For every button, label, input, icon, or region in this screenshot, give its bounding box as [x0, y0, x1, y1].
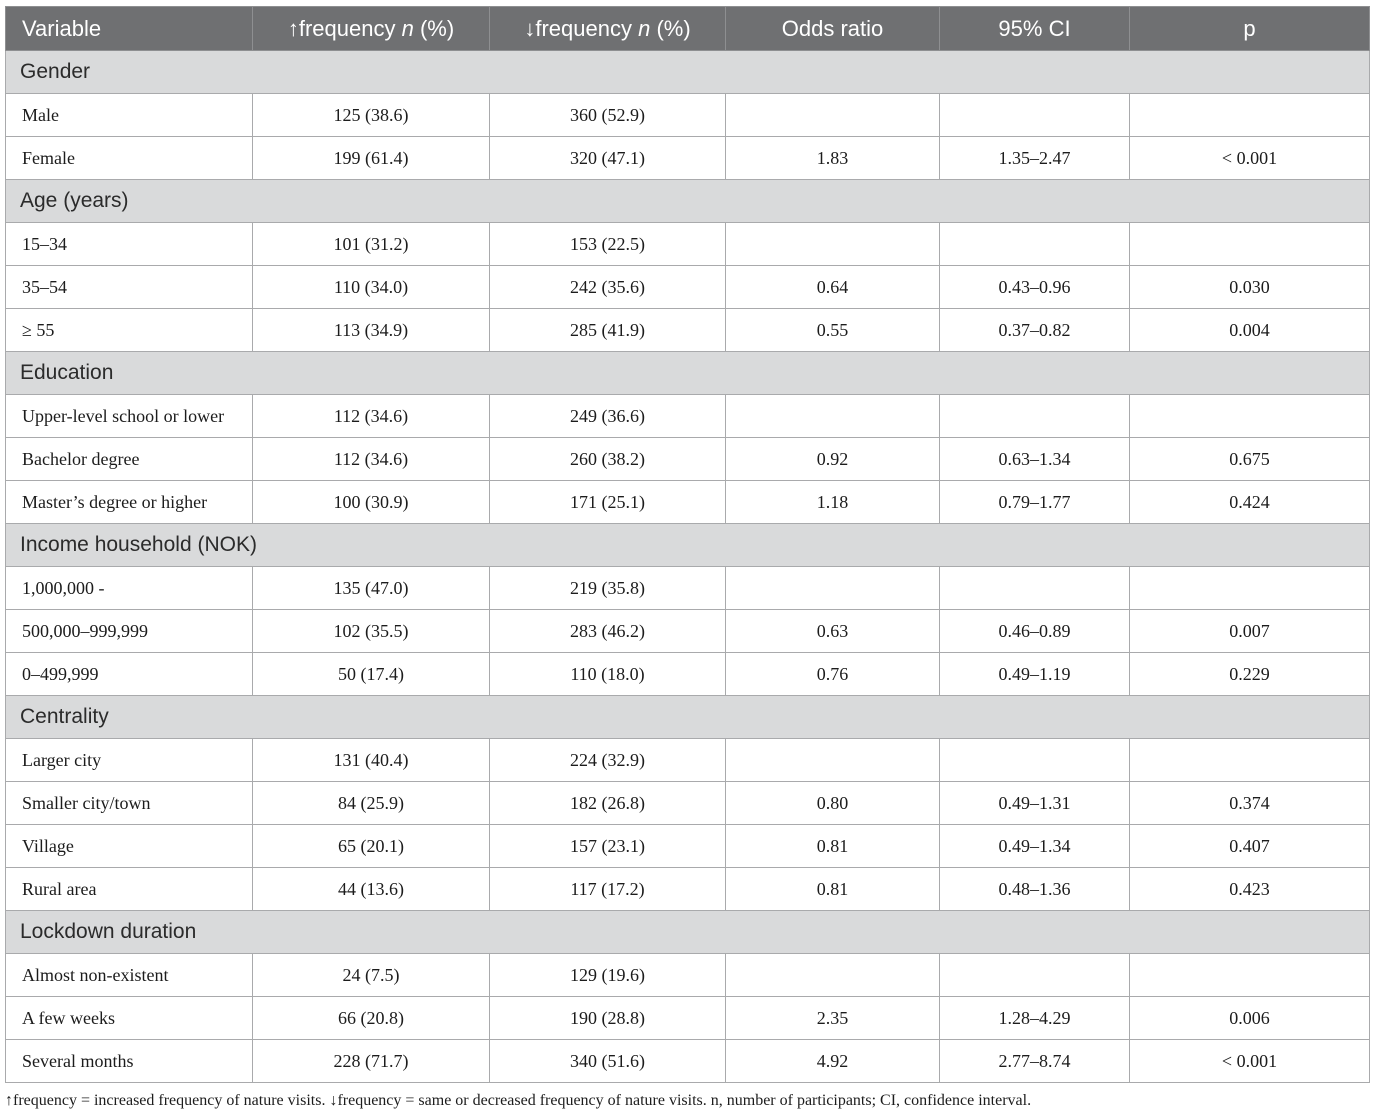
variable-label: Master’s degree or higher — [6, 481, 253, 524]
header-italic-n: n — [638, 15, 651, 41]
table-row — [6, 137, 1370, 180]
p-value: 0.004 — [1130, 309, 1370, 352]
header-row — [6, 7, 1370, 51]
p-value — [1130, 567, 1370, 610]
table-row — [6, 266, 1370, 309]
section-header-row — [6, 51, 1370, 94]
table-row — [6, 739, 1370, 782]
decreased-frequency-value: 360 (52.9) — [490, 94, 726, 137]
p-value: 0.030 — [1130, 266, 1370, 309]
decreased-frequency-value: 260 (38.2) — [490, 438, 726, 481]
variable-label: 500,000–999,999 — [6, 610, 253, 653]
variable-label: Several months — [6, 1040, 253, 1083]
confidence-interval-value: 0.49–1.34 — [940, 825, 1130, 868]
decreased-frequency-value: 153 (22.5) — [490, 223, 726, 266]
column-header-odds-ratio: Odds ratio — [726, 7, 940, 51]
decreased-frequency-value: 242 (35.6) — [490, 266, 726, 309]
p-value: < 0.001 — [1130, 137, 1370, 180]
p-value: 0.006 — [1130, 997, 1370, 1040]
variable-label: Bachelor degree — [6, 438, 253, 481]
variable-label: Larger city — [6, 739, 253, 782]
confidence-interval-value — [940, 395, 1130, 438]
variable-label: Upper-level school or lower — [6, 395, 253, 438]
increased-frequency-value: 112 (34.6) — [253, 395, 490, 438]
p-value — [1130, 954, 1370, 997]
confidence-interval-value: 0.48–1.36 — [940, 868, 1130, 911]
confidence-interval-value — [940, 94, 1130, 137]
odds-ratio-value: 2.35 — [726, 997, 940, 1040]
table-row — [6, 653, 1370, 696]
decreased-frequency-value: 182 (26.8) — [490, 782, 726, 825]
confidence-interval-value: 0.63–1.34 — [940, 438, 1130, 481]
variable-label: A few weeks — [6, 997, 253, 1040]
table-row — [6, 782, 1370, 825]
increased-frequency-value: 110 (34.0) — [253, 266, 490, 309]
section-title: Centrality — [6, 696, 1370, 739]
column-header-p-value: p — [1130, 7, 1370, 51]
odds-ratio-value: 0.81 — [726, 825, 940, 868]
p-value — [1130, 739, 1370, 782]
increased-frequency-value: 84 (25.9) — [253, 782, 490, 825]
increased-frequency-value: 199 (61.4) — [253, 137, 490, 180]
section-header-row — [6, 524, 1370, 567]
confidence-interval-value — [940, 567, 1130, 610]
increased-frequency-value: 131 (40.4) — [253, 739, 490, 782]
variable-label: 35–54 — [6, 266, 253, 309]
increased-frequency-value: 24 (7.5) — [253, 954, 490, 997]
variable-label: 0–499,999 — [6, 653, 253, 696]
p-value: 0.229 — [1130, 653, 1370, 696]
p-value — [1130, 94, 1370, 137]
table-row — [6, 997, 1370, 1040]
table-row — [6, 954, 1370, 997]
table-row — [6, 223, 1370, 266]
p-value: 0.007 — [1130, 610, 1370, 653]
odds-ratio-value: 0.63 — [726, 610, 940, 653]
table-row — [6, 567, 1370, 610]
decreased-frequency-value: 219 (35.8) — [490, 567, 726, 610]
decreased-frequency-value: 249 (36.6) — [490, 395, 726, 438]
section-header-row — [6, 180, 1370, 223]
p-value — [1130, 223, 1370, 266]
section-title: Lockdown duration — [6, 911, 1370, 954]
increased-frequency-value: 112 (34.6) — [253, 438, 490, 481]
table-row — [6, 395, 1370, 438]
header-text: (%) — [413, 15, 455, 41]
decreased-frequency-value: 283 (46.2) — [490, 610, 726, 653]
variable-label: Village — [6, 825, 253, 868]
p-value: 0.675 — [1130, 438, 1370, 481]
p-value: 0.374 — [1130, 782, 1370, 825]
confidence-interval-value: 1.35–2.47 — [940, 137, 1130, 180]
header-italic-n: n — [401, 15, 414, 41]
p-value: 0.423 — [1130, 868, 1370, 911]
table-row — [6, 94, 1370, 137]
variable-label: 1,000,000 - — [6, 567, 253, 610]
section-header-row — [6, 352, 1370, 395]
increased-frequency-value: 50 (17.4) — [253, 653, 490, 696]
section-title: Income household (NOK) — [6, 524, 1370, 567]
decreased-frequency-value: 129 (19.6) — [490, 954, 726, 997]
column-header-increased-frequency — [253, 7, 490, 51]
odds-ratio-value — [726, 223, 940, 266]
increased-frequency-value: 102 (35.5) — [253, 610, 490, 653]
increased-frequency-value: 228 (71.7) — [253, 1040, 490, 1083]
table-row — [6, 481, 1370, 524]
column-header-decreased-frequency — [490, 7, 726, 51]
column-header-variable: Variable — [6, 7, 253, 51]
confidence-interval-value: 0.43–0.96 — [940, 266, 1130, 309]
decreased-frequency-value: 320 (47.1) — [490, 137, 726, 180]
table-footnote: ↑frequency = increased frequency of nature visits. ↓frequency = same or decreased frequency of nature visits. n, number of participants; CI, confidence interval. — [5, 1092, 1032, 1109]
odds-ratio-value: 0.64 — [726, 266, 940, 309]
increased-frequency-value: 44 (13.6) — [253, 868, 490, 911]
decreased-frequency-value: 157 (23.1) — [490, 825, 726, 868]
confidence-interval-value: 2.77–8.74 — [940, 1040, 1130, 1083]
p-value: 0.407 — [1130, 825, 1370, 868]
odds-ratio-value — [726, 739, 940, 782]
section-title: Education — [6, 352, 1370, 395]
table-row — [6, 610, 1370, 653]
odds-ratio-value — [726, 395, 940, 438]
increased-frequency-value: 66 (20.8) — [253, 997, 490, 1040]
odds-ratio-value: 0.80 — [726, 782, 940, 825]
section-header-row — [6, 911, 1370, 954]
odds-ratio-value — [726, 954, 940, 997]
decreased-frequency-value: 224 (32.9) — [490, 739, 726, 782]
table-row — [6, 309, 1370, 352]
confidence-interval-value: 0.79–1.77 — [940, 481, 1130, 524]
confidence-interval-value: 0.49–1.31 — [940, 782, 1130, 825]
p-value: 0.424 — [1130, 481, 1370, 524]
decreased-frequency-value: 285 (41.9) — [490, 309, 726, 352]
p-value: < 0.001 — [1130, 1040, 1370, 1083]
odds-ratio-value: 0.92 — [726, 438, 940, 481]
variable-label: Male — [6, 94, 253, 137]
odds-ratio-value: 1.18 — [726, 481, 940, 524]
section-title: Age (years) — [6, 180, 1370, 223]
odds-ratio-value: 0.55 — [726, 309, 940, 352]
header-text: (%) — [650, 15, 691, 41]
variable-label: Rural area — [6, 868, 253, 911]
odds-ratio-value: 0.81 — [726, 868, 940, 911]
odds-ratio-value: 4.92 — [726, 1040, 940, 1083]
confidence-interval-value — [940, 739, 1130, 782]
decreased-frequency-value: 190 (28.8) — [490, 997, 726, 1040]
header-text: ↓frequency — [524, 15, 639, 41]
confidence-interval-value: 0.46–0.89 — [940, 610, 1130, 653]
results-table — [5, 6, 1370, 1083]
table-row — [6, 1040, 1370, 1083]
table-row — [6, 868, 1370, 911]
odds-ratio-value: 1.83 — [726, 137, 940, 180]
increased-frequency-value: 65 (20.1) — [253, 825, 490, 868]
odds-ratio-value: 0.76 — [726, 653, 940, 696]
table-row — [6, 825, 1370, 868]
decreased-frequency-value: 340 (51.6) — [490, 1040, 726, 1083]
increased-frequency-value: 135 (47.0) — [253, 567, 490, 610]
confidence-interval-value — [940, 223, 1130, 266]
odds-ratio-value — [726, 94, 940, 137]
increased-frequency-value: 113 (34.9) — [253, 309, 490, 352]
decreased-frequency-value: 110 (18.0) — [490, 653, 726, 696]
header-text: ↑frequency — [287, 15, 402, 41]
variable-label: Female — [6, 137, 253, 180]
section-title: Gender — [6, 51, 1370, 94]
odds-ratio-value — [726, 567, 940, 610]
increased-frequency-value: 101 (31.2) — [253, 223, 490, 266]
column-header-confidence-interval: 95% CI — [940, 7, 1130, 51]
confidence-interval-value: 0.37–0.82 — [940, 309, 1130, 352]
confidence-interval-value — [940, 954, 1130, 997]
increased-frequency-value: 100 (30.9) — [253, 481, 490, 524]
section-header-row — [6, 696, 1370, 739]
increased-frequency-value: 125 (38.6) — [253, 94, 490, 137]
decreased-frequency-value: 171 (25.1) — [490, 481, 726, 524]
variable-label: Smaller city/town — [6, 782, 253, 825]
variable-label: Almost non-existent — [6, 954, 253, 997]
decreased-frequency-value: 117 (17.2) — [490, 868, 726, 911]
variable-label: ≥ 55 — [6, 309, 253, 352]
variable-label: 15–34 — [6, 223, 253, 266]
table-row — [6, 438, 1370, 481]
confidence-interval-value: 1.28–4.29 — [940, 997, 1130, 1040]
confidence-interval-value: 0.49–1.19 — [940, 653, 1130, 696]
p-value — [1130, 395, 1370, 438]
